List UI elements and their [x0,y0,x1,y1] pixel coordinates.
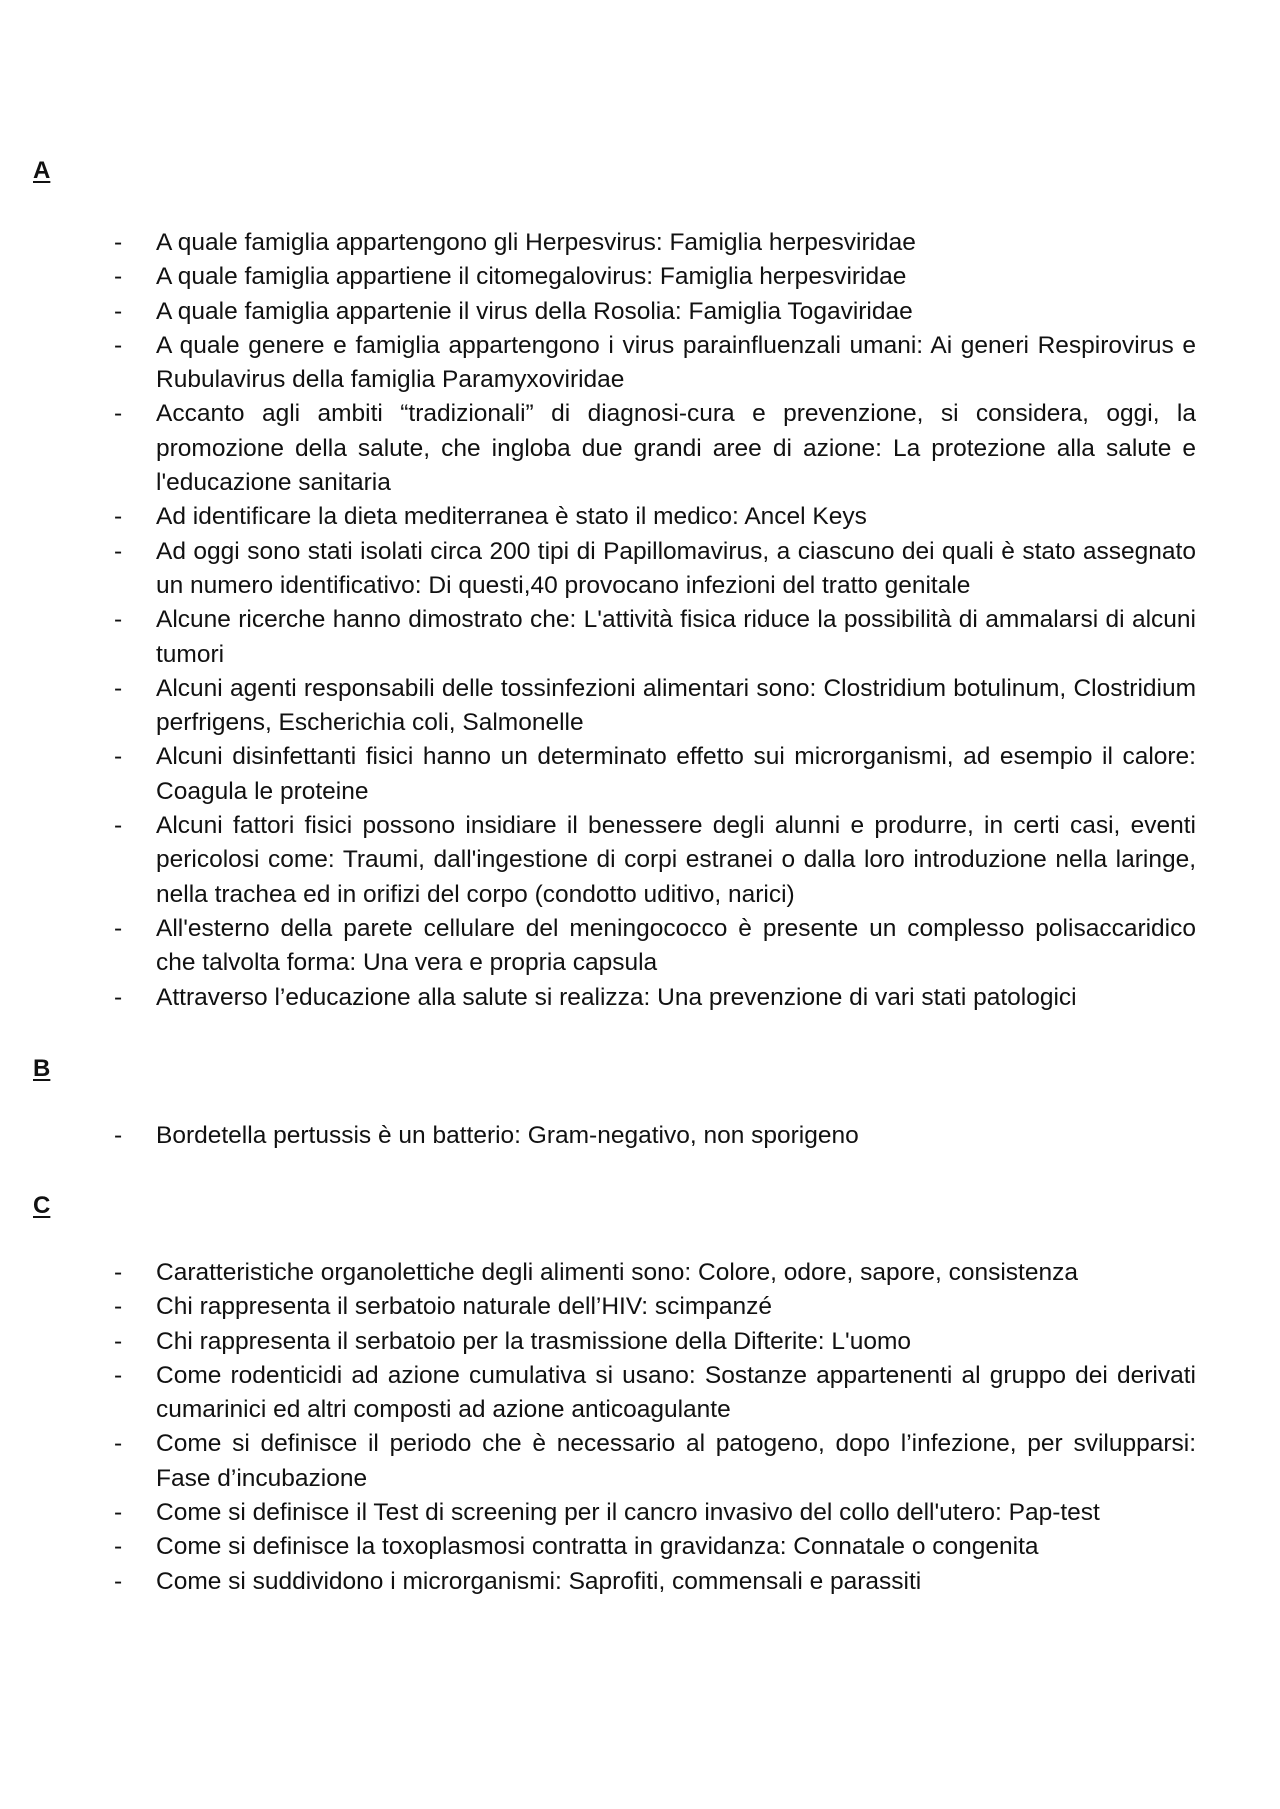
bullet: - [114,812,123,840]
bullet: - [114,229,123,256]
bullet: - [114,1533,123,1561]
item-text: Alcune ricerche hanno dimostrato che: L'attività fisica riduce la possibilità di ammalarsi di alcuni tumori [156,606,1196,668]
bullet: - [114,1499,123,1527]
bullet: - [114,1122,123,1149]
list-item [114,1290,1196,1324]
item-text: A quale genere e famiglia appartengono i virus parainfluenzali umani: Ai generi Respirovirus e Rubulavirus della famiglia Paramyxoviridae [156,331,1196,394]
item-text: A quale famiglia appartiene il citomegalovirus: Famiglia herpesviridae [156,263,907,291]
list-item [114,672,1196,741]
bullet: - [114,674,123,702]
item-text: Chi rappresenta il serbatoio per la trasmissione della Difterite: L'uomo [156,1327,912,1355]
item-text: Come rodenticidi ad azione cumulativa si usano: Sostanze appartenenti al gruppo dei derivati cumarinici ed altri composti ad azione anticoagulante [156,1361,1196,1424]
list-item [114,1565,1196,1599]
section-heading-b: B [33,1055,51,1082]
bullet: - [114,400,123,428]
item-text: All'esterno della parete cellulare del meningococco è presente un complesso polisaccaridico che talvolta forma: Una vera e propria capsula [156,914,1196,977]
list-item [114,1530,1196,1564]
item-text: A quale famiglia appartengono gli Herpesvirus: Famiglia herpesviridae [156,229,916,256]
bullet: - [114,263,123,291]
bullet: - [114,1327,123,1355]
item-text: Come si definisce il Test di screening per il cancro invasivo del collo dell'utero: Pap-test [156,1499,1100,1527]
bullet: - [114,331,123,359]
list-item [114,1119,1196,1153]
list-item [114,1256,1196,1290]
item-text: Ad identificare la dieta mediterranea è stato il medico: Ancel Keys [156,503,867,531]
section-heading-a: A [33,157,51,184]
bullet: - [114,1567,123,1595]
item-text: Attraverso l’educazione alla salute si realizza: Una prevenzione di vari stati patologici [156,983,1077,1011]
list-item [114,295,1196,329]
item-text: Alcuni agenti responsabili delle tossinfezioni alimentari sono: Clostridium botulinum, Clostridium perfrigens, Escherichia coli, Salmonelle [156,674,1196,737]
list-item [114,397,1196,500]
list-item [114,1359,1196,1428]
item-text: Alcuni fattori fisici possono insidiare il benessere degli alunni e produrre, in certi casi, eventi pericolosi come: Traumi, dall'ingestione di corpi estranei o dalla loro introduzione nella laringe, nella trachea ed in orifizi del corpo (condotto uditivo, narici) [156,812,1196,908]
item-text: Accanto agli ambiti “tradizionali” di diagnosi-cura e prevenzione, si considera, oggi, la promozione della salute, che ingloba due grandi aree di azione: La protezione alla salute e l'educazione sanitaria [156,400,1196,497]
bullet: - [114,1361,123,1389]
bullet: - [114,1259,123,1286]
item-text: Come si definisce il periodo che è necessario al patogeno, dopo l’infezione, per svilupparsi: Fase d’incubazione [156,1430,1196,1492]
list-item [114,329,1196,398]
section-c-list [114,1256,1196,1599]
bullet: - [114,1430,123,1458]
bullet: - [114,297,123,325]
bullet: - [114,606,123,634]
bullet: - [114,1293,123,1321]
list-item [114,535,1196,604]
bullet: - [114,537,123,565]
list-item [114,500,1196,534]
list-item [114,226,1196,260]
bullet: - [114,503,123,531]
item-text: Caratteristiche organolettiche degli alimenti sono: Colore, odore, sapore, consistenza [156,1259,1078,1286]
item-text: Alcuni disinfettanti fisici hanno un determinato effetto sui microrganismi, ad esempio il calore: Coagula le proteine [156,743,1196,805]
list-item [114,603,1196,672]
item-text: Ad oggi sono stati isolati circa 200 tipi di Papillomavirus, a ciascuno dei quali è stato assegnato un numero identificativo: Di questi,40 provocano infezioni del tratto genitale [156,537,1196,599]
bullet: - [114,743,123,771]
list-item [114,740,1196,809]
section-b-list [114,1119,1196,1153]
list-item [114,809,1196,912]
item-text: Bordetella pertussis è un batterio: Gram-negativo, non sporigeno [156,1122,859,1149]
list-item [114,260,1196,294]
item-text: Come si suddividono i microrganismi: Saprofiti, commensali e parassiti [156,1567,922,1595]
list-item [114,912,1196,981]
bullet: - [114,914,123,942]
list-item [114,1496,1196,1530]
list-item [114,1427,1196,1496]
item-text: Come si definisce la toxoplasmosi contratta in gravidanza: Connatale o congenita [156,1533,1039,1561]
item-text: A quale famiglia appartenie il virus della Rosolia: Famiglia Togaviridae [156,297,913,325]
list-item [114,1325,1196,1359]
item-text: Chi rappresenta il serbatoio naturale dell’HIV: scimpanzé [156,1293,772,1321]
bullet: - [114,983,123,1011]
section-a-list [114,226,1196,1015]
list-item [114,981,1196,1015]
section-heading-c: C [33,1192,51,1219]
